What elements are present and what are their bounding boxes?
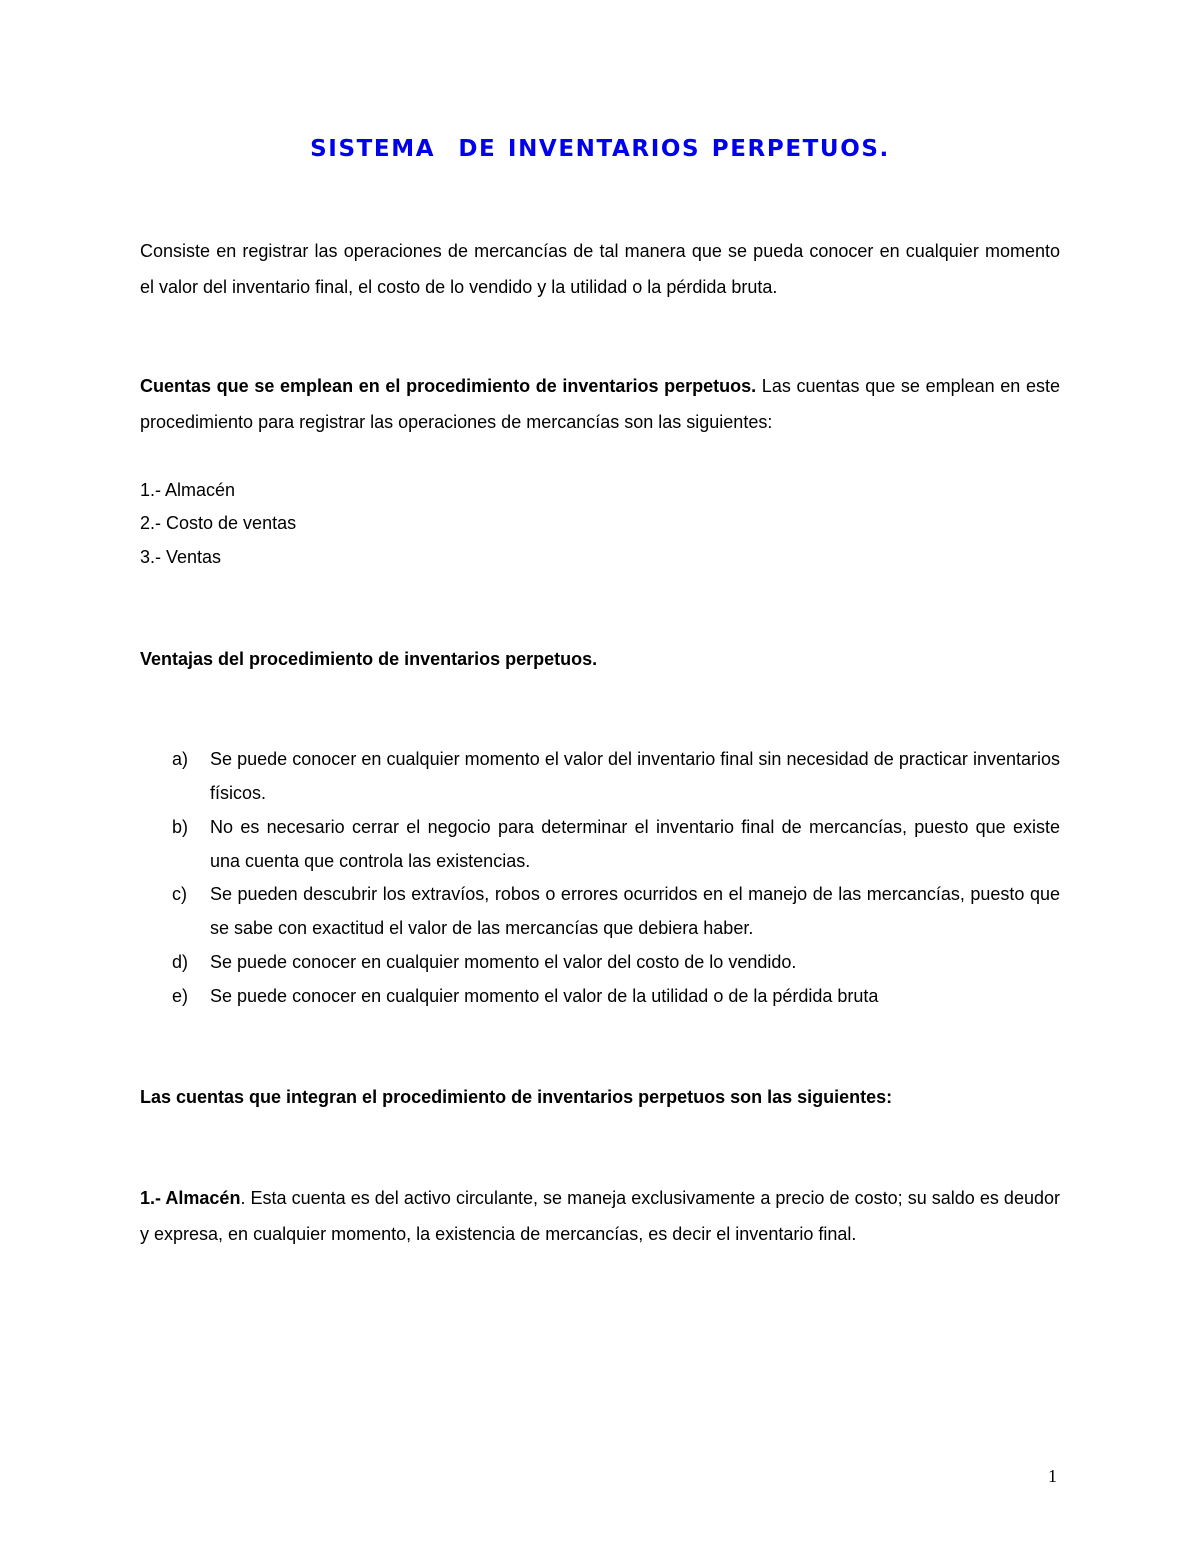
ventajas-item-marker: a) xyxy=(172,749,189,769)
ventajas-item-marker: b) xyxy=(172,817,189,837)
ventajas-item xyxy=(172,810,1060,878)
intro-paragraph: Consiste en registrar las operaciones de mercancías de tal manera que se pueda conocer en cualquier momento el valor del inventario final, el costo de lo vendido y la utilidad o la pérdida bruta. xyxy=(140,241,1060,297)
cuentas-list-item: 3.- Ventas xyxy=(140,547,222,567)
cuentas-list-item: 2.- Costo de ventas xyxy=(140,513,297,533)
ventajas-item xyxy=(172,877,1060,945)
ventajas-item xyxy=(172,742,1060,810)
integran-heading: Las cuentas que integran el procedimiento de inventarios perpetuos son las siguientes: xyxy=(140,1087,893,1107)
ventajas-item-marker: e) xyxy=(172,986,189,1006)
ventajas-item-text: No es necesario cerrar el negocio para determinar el inventario final de mercancías, puesto que existe una cuenta que controla las existencias. xyxy=(210,817,1060,871)
ventajas-item-text: Se puede conocer en cualquier momento el valor del costo de lo vendido. xyxy=(210,952,797,972)
ventajas-item-text: Se puede conocer en cualquier momento el valor del inventario final sin necesidad de practicar inventarios físicos. xyxy=(210,749,1060,803)
almacen-text: . Esta cuenta es del activo circulante, se maneja exclusivamente a precio de costo; su saldo es deudor y expresa, en cualquier momento, la existencia de mercancías, es decir el inventario final. xyxy=(140,1188,1060,1244)
cuentas-text: Las cuentas que se emplean en este procedimiento para registrar las operaciones de mercancías son las siguientes: xyxy=(140,376,1060,432)
almacen-label: 1.- Almacén xyxy=(140,1188,241,1208)
ventajas-item-marker: d) xyxy=(172,952,189,972)
ventajas-item-text: Se puede conocer en cualquier momento el valor de la utilidad o de la pérdida bruta xyxy=(210,986,879,1006)
ventajas-item-marker: c) xyxy=(172,884,187,904)
ventajas-item-text: Se pueden descubrir los extravíos, robos o errores ocurridos en el manejo de las mercancías, puesto que se sabe con exactitud el valor de las mercancías que debiera haber. xyxy=(210,884,1060,938)
cuentas-list-item: 1.- Almacén xyxy=(140,480,236,500)
cuentas-paragraph xyxy=(140,368,1060,440)
ventajas-item xyxy=(172,979,1060,1013)
almacen-paragraph xyxy=(140,1180,1060,1252)
ventajas-heading: Ventajas del procedimiento de inventarios perpetuos. xyxy=(140,649,598,669)
cuentas-heading: Cuentas que se emplean en el procedimiento de inventarios perpetuos. xyxy=(140,376,757,396)
document-title: SISTEMA DE INVENTARIOS PERPETUOS. xyxy=(310,136,890,162)
ventajas-item xyxy=(172,945,1060,979)
page-number: 1 xyxy=(1048,1466,1057,1486)
